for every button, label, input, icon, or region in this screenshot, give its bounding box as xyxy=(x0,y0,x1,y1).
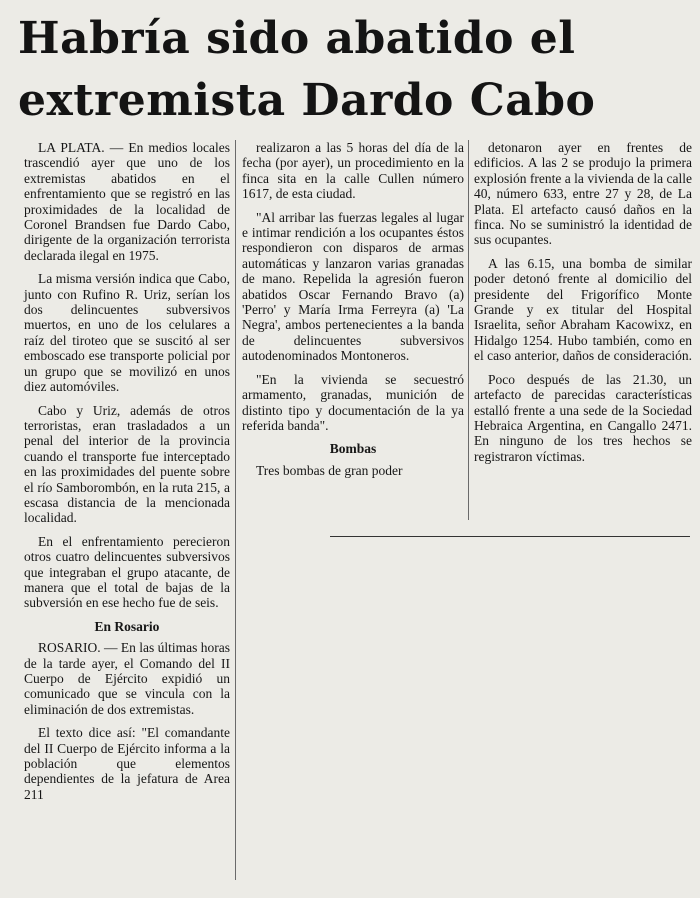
headline-line-1: Habría sido abatido el xyxy=(18,13,576,64)
paragraph: detonaron ayer en frentes de edificios. A las 2 se produjo la primera explosión frente a la vivienda de la calle 40, número 633, entre 27 y 28, de La Plata. El artefacto causó daños en la finca. No se suministró la identidad de sus ocupantes. xyxy=(474,140,692,248)
column-divider xyxy=(468,140,469,520)
article-end-rule xyxy=(330,536,690,537)
column-2 xyxy=(242,140,464,486)
paragraph: Tres bombas de gran poder xyxy=(256,462,403,478)
paragraph: LA PLATA. — En medios locales trascendió ayer que uno de los extremistas abatidos en el enfrentamiento que se registró en las proximidades de la localidad de Coronel Brandsen fue Dardo Cabo, dirigente de la organización terrorista declarada ilegal en 1975. xyxy=(24,140,230,263)
paragraph: ROSARIO. — En las últimas horas de la tarde ayer, el Comando del II Cuerpo de Ejército expidió un comunicado que se vincula con la eliminación de dos extremistas. xyxy=(24,640,230,717)
column-divider xyxy=(235,140,236,880)
paragraph: Poco después de las 21.30, un artefacto de parecidas características estalló frente a una sede de la Sociedad Hebraica Argentina, en Cangallo 2471. En ninguno de los tres hechos se registraron víctimas. xyxy=(474,371,692,464)
paragraph: El texto dice así: "El comandante del II Cuerpo de Ejército informa a la población que elementos dependientes de la jefatura de Area 211 xyxy=(24,725,230,802)
paragraph: "En la vivienda se secuestró armamento, granadas, munición de distinto tipo y documentación de la ya referida banda". xyxy=(242,371,464,433)
paragraph: "Al arribar las fuerzas legales al lugar e intimar rendición a los ocupantes éstos respondieron con disparos de armas automáticas y lanzaron varias granadas de mano. Repelida la agresión fueron abatidos Oscar Fernando Bravo (a) 'Perro' y María Irma Ferreyra (a) 'La Negra', ambos pertenecientes a la banda de delincuentes subversivos autodenominados Montoneros. xyxy=(242,209,464,364)
paragraph: realizaron a las 5 horas del día de la fecha (por ayer), un procedimiento en la finca sita en la calle Cullen número 1617, de esta ciudad. xyxy=(242,140,464,202)
headline-line-2: extremista Dardo Cabo xyxy=(18,75,596,126)
paragraph: A las 6.15, una bomba de similar poder detonó frente al domicilio del presidente del Frigorífico Monte Grande y ex titular del Hospital Israelita, señor Abraham Kacowixz, en Hidalgo 1254. Hubo también, como en el caso anterior, daños de consideración. xyxy=(474,255,692,364)
subheading-rosario: En Rosario xyxy=(94,618,160,634)
subheading-bombas: Bombas xyxy=(329,441,377,457)
headline xyxy=(18,8,688,132)
column-3 xyxy=(474,140,692,472)
paragraph: Cabo y Uriz, además de otros terroristas, eran trasladados a un penal del interior de la provincia cuando el transporte fue interceptado en las proximidades del puente sobre el río Samborombón, en la ruta 215, a escasa distancia de la mencionada localidad. xyxy=(24,402,230,526)
paragraph: La misma versión indica que Cabo, junto con Rufino R. Uriz, serían los dos delincuentes subversivos muertos, en uno de los celulares a raíz del tiroteo que se suscitó al ser emboscado ese transporte policial por un grupo que se movilizó en unos diez automóviles. xyxy=(24,271,230,395)
column-1 xyxy=(24,140,230,810)
paragraph: En el enfrentamiento perecieron otros cuatro delincuentes subversivos que integraban el grupo atacante, de manera que el total de bajas de la subversión en ese hecho fue de seis. xyxy=(24,533,230,611)
